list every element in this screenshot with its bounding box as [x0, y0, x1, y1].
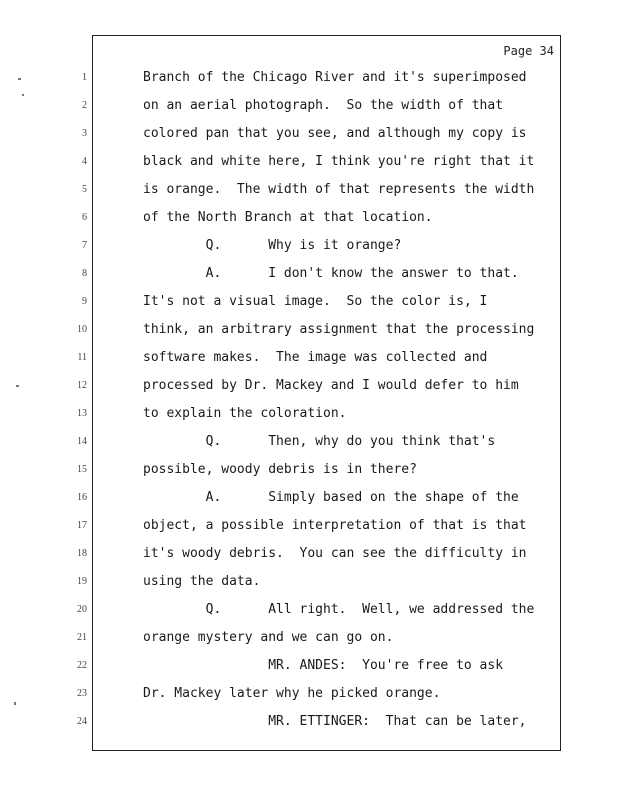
line-number: 4	[82, 156, 87, 167]
line-text: orange mystery and we can go on.	[143, 630, 394, 645]
line-text: Q. All right. Well, we addressed the	[143, 602, 535, 617]
transcript-line	[77, 516, 562, 536]
line-text: on an aerial photograph. So the width of that	[143, 98, 504, 113]
line-number: 9	[82, 296, 87, 307]
line-number: 17	[77, 520, 87, 531]
line-text: A. I don't know the answer to that.	[143, 266, 519, 281]
transcript-line	[77, 404, 562, 424]
line-number: 8	[82, 268, 87, 279]
transcript-line	[77, 572, 562, 592]
line-number: 7	[82, 240, 87, 251]
line-number: 22	[77, 660, 87, 671]
line-number: 23	[77, 688, 87, 699]
transcript-line	[77, 712, 562, 732]
line-number: 24	[77, 716, 87, 727]
transcript-line	[77, 600, 562, 620]
line-text: software makes. The image was collected and	[143, 350, 488, 365]
line-text: A. Simply based on the shape of the	[143, 490, 519, 505]
line-text: MR. ETTINGER: That can be later,	[143, 714, 527, 729]
scan-mark	[22, 94, 24, 96]
line-text: Q. Why is it orange?	[143, 238, 402, 253]
transcript-line	[77, 348, 562, 368]
transcript-line	[77, 544, 562, 564]
line-number: 2	[82, 100, 87, 111]
scan-mark	[16, 385, 19, 387]
line-text: object, a possible interpretation of that is that	[143, 518, 527, 533]
line-number: 21	[77, 632, 87, 643]
line-number: 12	[77, 380, 87, 391]
transcript-line	[82, 236, 562, 256]
page-number: Page 34	[503, 44, 554, 58]
line-text: Dr. Mackey later why he picked orange.	[143, 686, 441, 701]
line-text: Branch of the Chicago River and it's superimposed	[143, 70, 527, 85]
transcript-line	[77, 460, 562, 480]
scan-mark	[14, 702, 16, 705]
transcript-line	[77, 320, 562, 340]
transcript-line	[82, 68, 562, 88]
line-text: possible, woody debris is in there?	[143, 462, 417, 477]
transcript-line	[82, 208, 562, 228]
transcript-line	[77, 432, 562, 452]
line-number: 19	[77, 576, 87, 587]
transcript-line	[82, 292, 562, 312]
line-text: think, an arbitrary assignment that the processing	[143, 322, 535, 337]
line-text: MR. ANDES: You're free to ask	[143, 658, 504, 673]
line-number: 1	[82, 72, 87, 83]
line-number: 10	[77, 324, 87, 335]
line-text: is orange. The width of that represents the width	[143, 182, 535, 197]
transcript-line	[82, 96, 562, 116]
scan-mark	[18, 78, 21, 80]
line-number: 15	[77, 464, 87, 475]
transcript-line	[82, 180, 562, 200]
line-number: 5	[82, 184, 87, 195]
line-text: Q. Then, why do you think that's	[143, 434, 496, 449]
line-number: 11	[77, 352, 87, 363]
line-text: to explain the coloration.	[143, 406, 347, 421]
transcript-line	[77, 488, 562, 508]
line-number: 14	[77, 436, 87, 447]
line-number: 20	[77, 604, 87, 615]
line-text: of the North Branch at that location.	[143, 210, 433, 225]
transcript-line	[82, 124, 562, 144]
line-number: 18	[77, 548, 87, 559]
transcript-line	[77, 628, 562, 648]
transcript-line	[77, 376, 562, 396]
line-number: 3	[82, 128, 87, 139]
line-text: using the data.	[143, 574, 261, 589]
transcript-line	[82, 264, 562, 284]
transcript-page	[77, 35, 561, 751]
line-text: It's not a visual image. So the color is, I	[143, 294, 488, 309]
line-number: 16	[77, 492, 87, 503]
transcript-line	[82, 152, 562, 172]
line-text: colored pan that you see, and although my copy is	[143, 126, 527, 141]
line-text: processed by Dr. Mackey and I would defer to him	[143, 378, 519, 393]
transcript-line	[77, 656, 562, 676]
transcript-line	[77, 684, 562, 704]
line-text: it's woody debris. You can see the difficulty in	[143, 546, 527, 561]
line-number: 13	[77, 408, 87, 419]
line-text: black and white here, I think you're right that it	[143, 154, 535, 169]
line-number: 6	[82, 212, 87, 223]
